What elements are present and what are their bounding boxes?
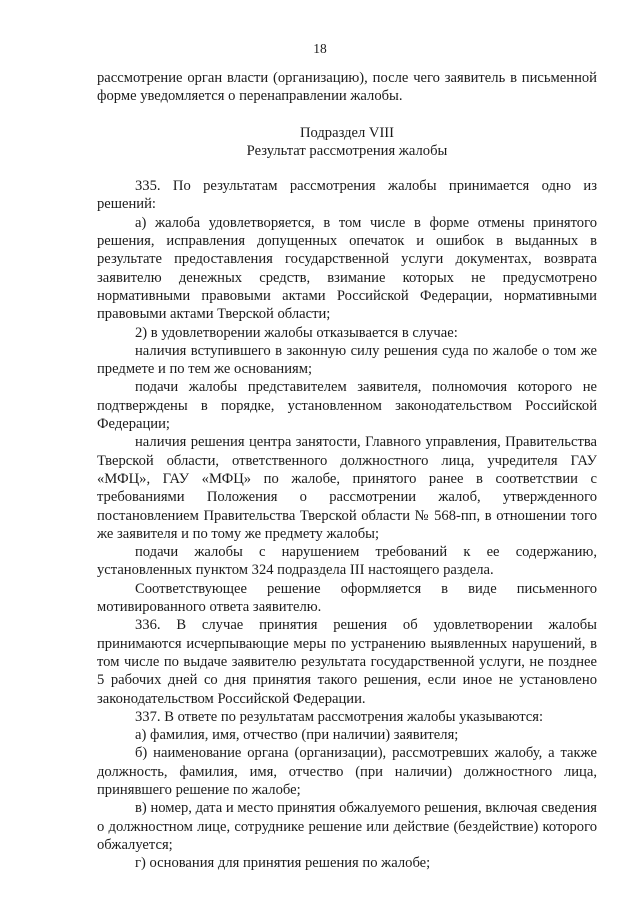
paragraph-refusal-representative: подачи жалобы представителем заявителя, полномочия которого не подтверждены в порядке, установленном законодательством Российской Федерации;: [97, 379, 597, 433]
subsection-label: Подраздел VIII: [299, 124, 395, 141]
paragraph-336: 336. В случае принятия решения об удовлетворении жалобы принимаются исчерпывающие меры по устранению выявленных нарушений, в том числе по выдаче заявителю результата государственной услуги, не позднее 5 рабочих дней со дня принятия такого решения, если иное не установлено законодательством Российской Федерации.: [97, 617, 597, 707]
paragraph-335-2: 2) в удовлетворении жалобы отказывается в случае:: [135, 324, 458, 341]
paragraph-337-a: а) фамилия, имя, отчество (при наличии) заявителя;: [135, 727, 459, 744]
paragraph-337-g: г) основания для принятия решения по жалобе;: [135, 855, 431, 872]
document-body: [97, 69, 597, 872]
page-number: 18: [313, 41, 327, 56]
intro-paragraph: рассмотрение орган власти (организацию), после чего заявитель в письменной форме уведомляется о перенаправлении жалобы.: [97, 70, 597, 105]
subsection-title: Результат рассмотрения жалобы: [246, 142, 448, 159]
paragraph-decision-form: Соответствующее решение оформляется в виде письменного мотивированного ответа заявителю.: [97, 580, 597, 616]
paragraph-refusal-prior-decision: наличия решения центра занятости, Главного управления, Правительства Тверской области, ответственного должностного лица, учредителя ГАУ «МФЦ», ГАУ «МФЦ» по жалобе, принятого ранее в соответствии с требованиями Положения о рассмотрении жалоб, утвержденного постановлением Правительства Тверской области № 568-пп, в отношении того же заявителя и по тому же предмету жалобы;: [97, 434, 597, 542]
paragraph-337-v: в) номер, дата и место принятия обжалуемого решения, включая сведения о должностном лице, сотруднике решение или действие (бездействие) которого обжалуется;: [97, 800, 597, 853]
paragraph-refusal-court: наличия вступившего в законную силу решения суда по жалобе о том же предмете и по тем же основаниям;: [97, 342, 597, 378]
paragraph-refusal-content: подачи жалобы с нарушением требований к ее содержанию, установленных пунктом 324 подраздела III настоящего раздела.: [97, 544, 597, 579]
paragraph-335: 335. По результатам рассмотрения жалобы принимается одно из решений:: [97, 178, 597, 213]
paragraph-335-a: а) жалоба удовлетворяется, в том числе в форме отмены принятого решения, исправления допущенных опечаток и ошибок в выданных в результате предоставления государственной услуги документах, возврата заявителю денежных средств, взимание которых не предусмотрено нормативными правовыми актами Российской Федерации, нормативными правовыми актами Тверской области;: [97, 214, 597, 323]
subsection-heading: [97, 124, 597, 161]
paragraph-337: 337. В ответе по результатам рассмотрения жалобы указываются:: [135, 708, 544, 725]
paragraph-337-b: б) наименование органа (организации), рассмотревших жалобу, а также должность, фамилия, имя, отчество (при наличии) должностного лица, принявшего решение по жалобе;: [97, 745, 597, 798]
